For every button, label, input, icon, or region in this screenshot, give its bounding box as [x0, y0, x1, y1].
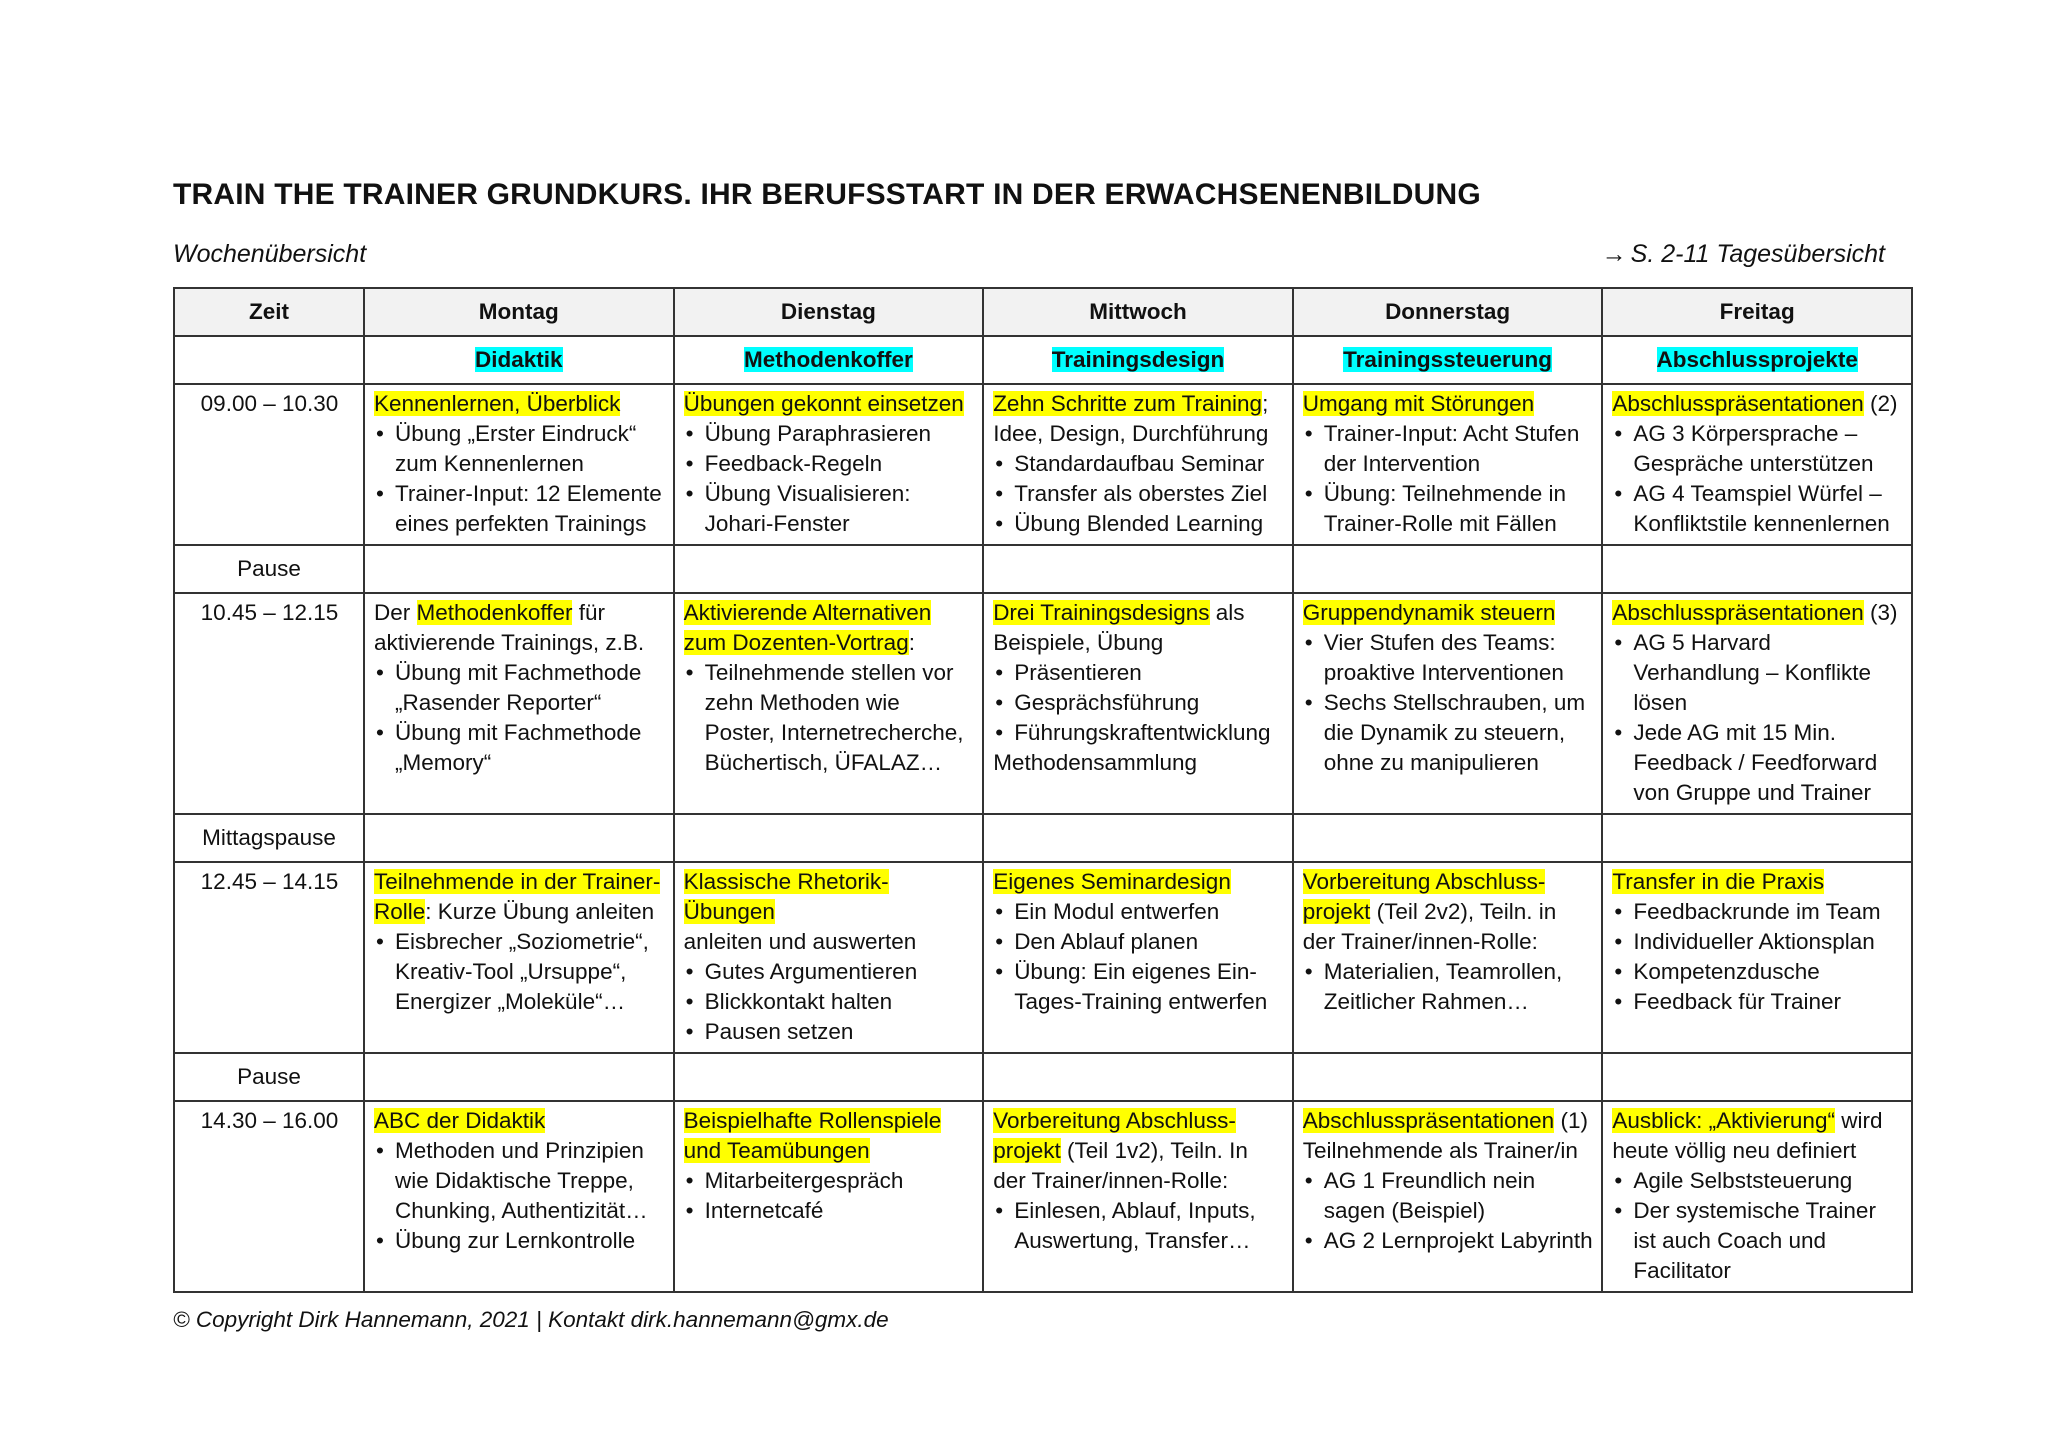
day-header-monday: Montag [364, 288, 674, 336]
bullet-item: • Blickkontakt halten [684, 987, 975, 1017]
session-text: als [1209, 600, 1245, 625]
break-empty-cell [674, 545, 984, 593]
session-text: (Teil 2v2), Teiln. in [1370, 899, 1557, 924]
time-cell: 14.30 – 16.00 [174, 1101, 364, 1292]
session-line [1612, 598, 1903, 628]
bullet-item: • Übung „Erster Eindruck“ zum Kennenlernen [374, 419, 665, 479]
session-cell [1293, 862, 1603, 1053]
session-text: Der [374, 600, 417, 625]
session-cell [364, 593, 674, 814]
session-line [1303, 927, 1594, 957]
topic-cell [674, 336, 984, 384]
bullet-list [684, 658, 975, 778]
session-highlight: Abschlusspräsentationen [1612, 391, 1864, 416]
time-cell: 12.45 – 14.15 [174, 862, 364, 1053]
session-cell [1293, 1101, 1603, 1292]
session-line [1303, 897, 1594, 927]
session-line [684, 927, 975, 957]
break-empty-cell [1293, 1053, 1603, 1101]
session-highlight: Vorbereitung Abschluss- [993, 1108, 1236, 1133]
copyright-footer: © Copyright Dirk Hannemann, 2021 | Kontakt dirk.hannemann@gmx.de [173, 1307, 889, 1332]
bullet-item: • Übung Visualisieren: Johari-Fenster [684, 479, 975, 539]
session-text: (1) [1554, 1108, 1588, 1133]
session-cell [983, 384, 1293, 545]
bullet-item: • Feedback für Trainer [1612, 987, 1903, 1017]
bullet-item: • Sechs Stellschrauben, um die Dynamik zu steuern, ohne zu manipulieren [1303, 688, 1594, 778]
session-cell [983, 1101, 1293, 1292]
session-highlight: Eigenes Seminardesign [993, 869, 1231, 894]
bullet-item: • Übung zur Lernkontrolle [374, 1226, 665, 1256]
session-line [374, 598, 665, 628]
session-highlight: Übungen gekonnt einsetzen [683, 391, 964, 416]
session-highlight: Abschlusspräsentationen [1302, 1108, 1555, 1133]
arrow-right-icon: → [1601, 239, 1627, 268]
bullet-list [993, 658, 1284, 748]
session-line [374, 1106, 665, 1136]
bullet-list [684, 419, 975, 539]
session-cell [1602, 1101, 1912, 1292]
bullet-list [1612, 419, 1903, 539]
session-line [1303, 598, 1594, 628]
bullet-item: • Individueller Aktionsplan [1612, 927, 1903, 957]
session-cell [674, 862, 984, 1053]
break-empty-cell [1602, 1053, 1912, 1101]
session-line [684, 628, 975, 658]
session-line [374, 867, 665, 897]
bullet-item: • Transfer als oberstes Ziel [993, 479, 1284, 509]
time-slot-row [174, 1101, 1912, 1292]
session-text: für [572, 600, 605, 625]
bullet-list [374, 419, 665, 539]
session-line: Methodensammlung [993, 750, 1198, 775]
bullet-item: • Führungskraftentwicklung [993, 718, 1284, 748]
session-cell [983, 593, 1293, 814]
topic-empty-cell [174, 336, 364, 384]
break-empty-cell [983, 1053, 1293, 1101]
bullet-list [1612, 897, 1903, 1017]
bullet-list [1303, 957, 1594, 1017]
break-empty-cell [364, 545, 674, 593]
bullet-item: • Agile Selbststeuerung [1612, 1166, 1903, 1196]
break-empty-cell [983, 545, 1293, 593]
topic-cell [1293, 336, 1603, 384]
bullet-item: • Vier Stufen des Teams: proaktive Interventionen [1303, 628, 1594, 688]
bullet-item: • Übung: Teilnehmende in Trainer-Rolle mit Fällen [1303, 479, 1594, 539]
session-text: ; [1262, 391, 1269, 416]
bullet-item: • Übung Blended Learning [993, 509, 1284, 539]
bullet-item: • Pausen setzen [684, 1017, 975, 1047]
bullet-list [684, 1166, 975, 1226]
session-highlight: Vorbereitung Abschluss- [1302, 869, 1546, 894]
break-empty-cell [1602, 545, 1912, 593]
week-overview-label: Wochenübersicht [173, 239, 367, 268]
session-line [684, 598, 975, 628]
session-line [1303, 1106, 1594, 1136]
subheader [173, 234, 1913, 274]
bullet-item: • Trainer-Input: 12 Elemente eines perfekten Trainings [374, 479, 665, 539]
break-empty-cell [674, 814, 984, 862]
page-reference [1602, 240, 1885, 269]
session-text: wird [1834, 1108, 1883, 1133]
break-empty-cell [364, 814, 674, 862]
bullet-list [374, 658, 665, 778]
topic-label: Didaktik [475, 347, 563, 372]
time-slot-row [174, 593, 1912, 814]
bullet-item: • Jede AG mit 15 Min. Feedback / Feedforward von Gruppe und Trainer [1612, 718, 1903, 808]
session-cell [674, 1101, 984, 1292]
break-empty-cell [364, 1053, 674, 1101]
bullet-item: • Präsentieren [993, 658, 1284, 688]
session-highlight: Rolle [374, 899, 426, 924]
bullet-item: • AG 2 Lernprojekt Labyrinth [1303, 1226, 1594, 1256]
bullet-list [1303, 1166, 1594, 1256]
session-line [993, 1106, 1284, 1136]
session-cell [1293, 384, 1603, 545]
session-highlight: Transfer in die Praxis [1612, 869, 1825, 894]
bullet-item: • Methoden und Prinzipien wie Didaktische Treppe, Chunking, Authentizität… [374, 1136, 665, 1226]
bullet-item: • Internetcafé [684, 1196, 975, 1226]
session-text: Idee, Design, Durchführung [993, 421, 1269, 446]
bullet-item: • AG 4 Teamspiel Würfel – Konfliktstile kennenlernen [1612, 479, 1903, 539]
break-label: Mittagspause [174, 814, 364, 862]
session-text: aktivierende Trainings, z.B. [374, 630, 645, 655]
bullet-list [993, 897, 1284, 1017]
break-empty-cell [983, 814, 1293, 862]
time-header: Zeit [174, 288, 364, 336]
time-slot-row [174, 384, 1912, 545]
session-cell [364, 862, 674, 1053]
bullet-item: • Der systemische Trainer ist auch Coach und Facilitator [1612, 1196, 1903, 1286]
session-highlight: Gruppendynamik steuern [1302, 600, 1556, 625]
schedule-body [174, 336, 1912, 1292]
bullet-list [1303, 419, 1594, 539]
bullet-item: • Kompetenzdusche [1612, 957, 1903, 987]
topic-cell [1602, 336, 1912, 384]
session-highlight: und Teamübungen [683, 1138, 870, 1163]
session-text: (Teil 1v2), Teiln. In [1060, 1138, 1248, 1163]
session-line [1612, 389, 1903, 419]
session-cell [983, 862, 1293, 1053]
session-highlight: Abschlusspräsentationen [1612, 600, 1864, 625]
session-line [1303, 867, 1594, 897]
topic-label: Methodenkoffer [744, 347, 913, 372]
break-empty-cell [1602, 814, 1912, 862]
session-line [684, 1136, 975, 1166]
session-text: der Trainer/innen-Rolle: [1302, 929, 1538, 954]
bullet-list [1612, 1166, 1903, 1286]
document-title: TRAIN THE TRAINER GRUNDKURS. IHR BERUFSSTART IN DER ERWACHSENENBILDUNG [173, 178, 1481, 211]
session-highlight: Kennenlernen, Überblick [374, 391, 621, 416]
session-line [993, 598, 1284, 628]
session-line [993, 628, 1284, 658]
bullet-item: • Standardaufbau Seminar [993, 449, 1284, 479]
topic-label: Abschlussprojekte [1656, 347, 1858, 372]
session-line [1612, 1136, 1903, 1166]
bullet-item: • Übung: Ein eigenes Ein-Tages-Training entwerfen [993, 957, 1284, 1017]
bullet-item: • Einlesen, Ablauf, Inputs, Auswertung, Transfer… [993, 1196, 1284, 1256]
session-cell [674, 384, 984, 545]
session-line [684, 867, 975, 927]
session-cell [674, 593, 984, 814]
bullet-item: • Ein Modul entwerfen [993, 897, 1284, 927]
bullet-item: • Trainer-Input: Acht Stufen der Intervention [1303, 419, 1594, 479]
break-label: Pause [174, 545, 364, 593]
break-row [174, 545, 1912, 593]
bullet-item: • Feedbackrunde im Team [1612, 897, 1903, 927]
session-cell [1602, 593, 1912, 814]
bullet-item: • Übung mit Fachmethode „Rasender Reporter“ [374, 658, 665, 718]
bullet-item: • Übung Paraphrasieren [684, 419, 975, 449]
bullet-item: • Den Ablauf planen [993, 927, 1284, 957]
session-highlight: Zehn Schritte zum Training [993, 391, 1263, 416]
session-line [684, 1106, 975, 1136]
break-empty-cell [1293, 814, 1603, 862]
session-text: (2) [1863, 391, 1898, 416]
bullet-item: • Übung mit Fachmethode „Memory“ [374, 718, 665, 778]
session-line [374, 897, 665, 927]
page-reference-text: S. 2-11 Tagesübersicht [1630, 239, 1885, 268]
time-cell: 09.00 – 10.30 [174, 384, 364, 545]
bullet-list [1303, 628, 1594, 778]
break-label: Pause [174, 1053, 364, 1101]
session-highlight: projekt [1302, 899, 1371, 924]
bullet-list [684, 957, 975, 1047]
document-page [173, 170, 1913, 1333]
day-header-tuesday: Dienstag [674, 288, 984, 336]
session-cell [364, 1101, 674, 1292]
bullet-item: • AG 3 Körpersprache – Gespräche unterstützen [1612, 419, 1903, 479]
session-highlight: Umgang mit Störungen [1302, 391, 1535, 416]
session-line [374, 389, 665, 419]
break-row [174, 814, 1912, 862]
session-text: : Kurze Übung anleiten [425, 899, 655, 924]
bullet-item: • AG 1 Freundlich nein sagen (Beispiel) [1303, 1166, 1594, 1226]
bullet-item: • Gutes Argumentieren [684, 957, 975, 987]
bullet-list [993, 1196, 1284, 1256]
session-highlight: projekt [993, 1138, 1061, 1163]
session-highlight: Beispielhafte Rollenspiele [683, 1108, 942, 1133]
session-highlight: Methodenkoffer [416, 600, 573, 625]
bullet-item: • Gesprächsführung [993, 688, 1284, 718]
session-highlight: ABC der Didaktik [374, 1108, 546, 1133]
day-header-row [174, 288, 1912, 336]
session-line [1303, 1136, 1594, 1166]
topic-cell [364, 336, 674, 384]
session-highlight: Klassische Rhetorik-Übungen [683, 869, 889, 924]
session-highlight: Ausblick: „Aktivierung“ [1612, 1108, 1835, 1133]
bullet-item: • Eisbrecher „Soziometrie“, Kreativ-Tool „Ursuppe“, Energizer „Moleküle“… [374, 927, 665, 1017]
topic-cell [983, 336, 1293, 384]
session-highlight: Drei Trainingsdesigns [993, 600, 1210, 625]
session-line [993, 419, 1284, 449]
session-line [993, 389, 1284, 419]
bullet-item: • Mitarbeitergespräch [684, 1166, 975, 1196]
topic-row [174, 336, 1912, 384]
bullet-item: • AG 5 Harvard Verhandlung – Konflikte lösen [1612, 628, 1903, 718]
session-line [1303, 389, 1594, 419]
session-text: (3) [1863, 600, 1898, 625]
session-text: Beispiele, Übung [993, 630, 1164, 655]
session-text: : [908, 630, 915, 655]
topic-label: Trainingsdesign [1051, 347, 1225, 372]
time-slot-row [174, 862, 1912, 1053]
session-text: anleiten und auswerten [683, 929, 917, 954]
break-empty-cell [1293, 545, 1603, 593]
bullet-item: • Feedback-Regeln [684, 449, 975, 479]
session-line [993, 1166, 1284, 1196]
session-highlight: Aktivierende Alternativen [683, 600, 932, 625]
topic-label: Trainingssteuerung [1343, 347, 1552, 372]
session-line [993, 867, 1284, 897]
session-highlight: Teilnehmende in der Trainer- [374, 869, 661, 894]
day-header-friday: Freitag [1602, 288, 1912, 336]
session-cell [364, 384, 674, 545]
bullet-item: • Materialien, Teamrollen, Zeitlicher Rahmen… [1303, 957, 1594, 1017]
session-line [374, 628, 665, 658]
bullet-list [993, 449, 1284, 539]
session-text: heute völlig neu definiert [1612, 1138, 1857, 1163]
break-empty-cell [674, 1053, 984, 1101]
session-text: der Trainer/innen-Rolle: [993, 1168, 1229, 1193]
time-cell: 10.45 – 12.15 [174, 593, 364, 814]
session-highlight: zum Dozenten-Vortrag [683, 630, 909, 655]
bullet-list [374, 927, 665, 1017]
session-text: Teilnehmende als Trainer/in [1302, 1138, 1578, 1163]
session-line [1612, 867, 1903, 897]
day-header-wednesday: Mittwoch [983, 288, 1293, 336]
session-line [1612, 1106, 1903, 1136]
session-line [993, 1136, 1284, 1166]
schedule-table [173, 287, 1913, 1293]
session-line [684, 389, 975, 419]
break-row [174, 1053, 1912, 1101]
session-cell [1293, 593, 1603, 814]
bullet-item: • Teilnehmende stellen vor zehn Methoden wie Poster, Internetrecherche, Büchertisch, ÜFALAZ… [684, 658, 975, 778]
bullet-list [1612, 628, 1903, 808]
bullet-list [374, 1136, 665, 1256]
session-cell [1602, 384, 1912, 545]
session-cell [1602, 862, 1912, 1053]
day-header-thursday: Donnerstag [1293, 288, 1603, 336]
